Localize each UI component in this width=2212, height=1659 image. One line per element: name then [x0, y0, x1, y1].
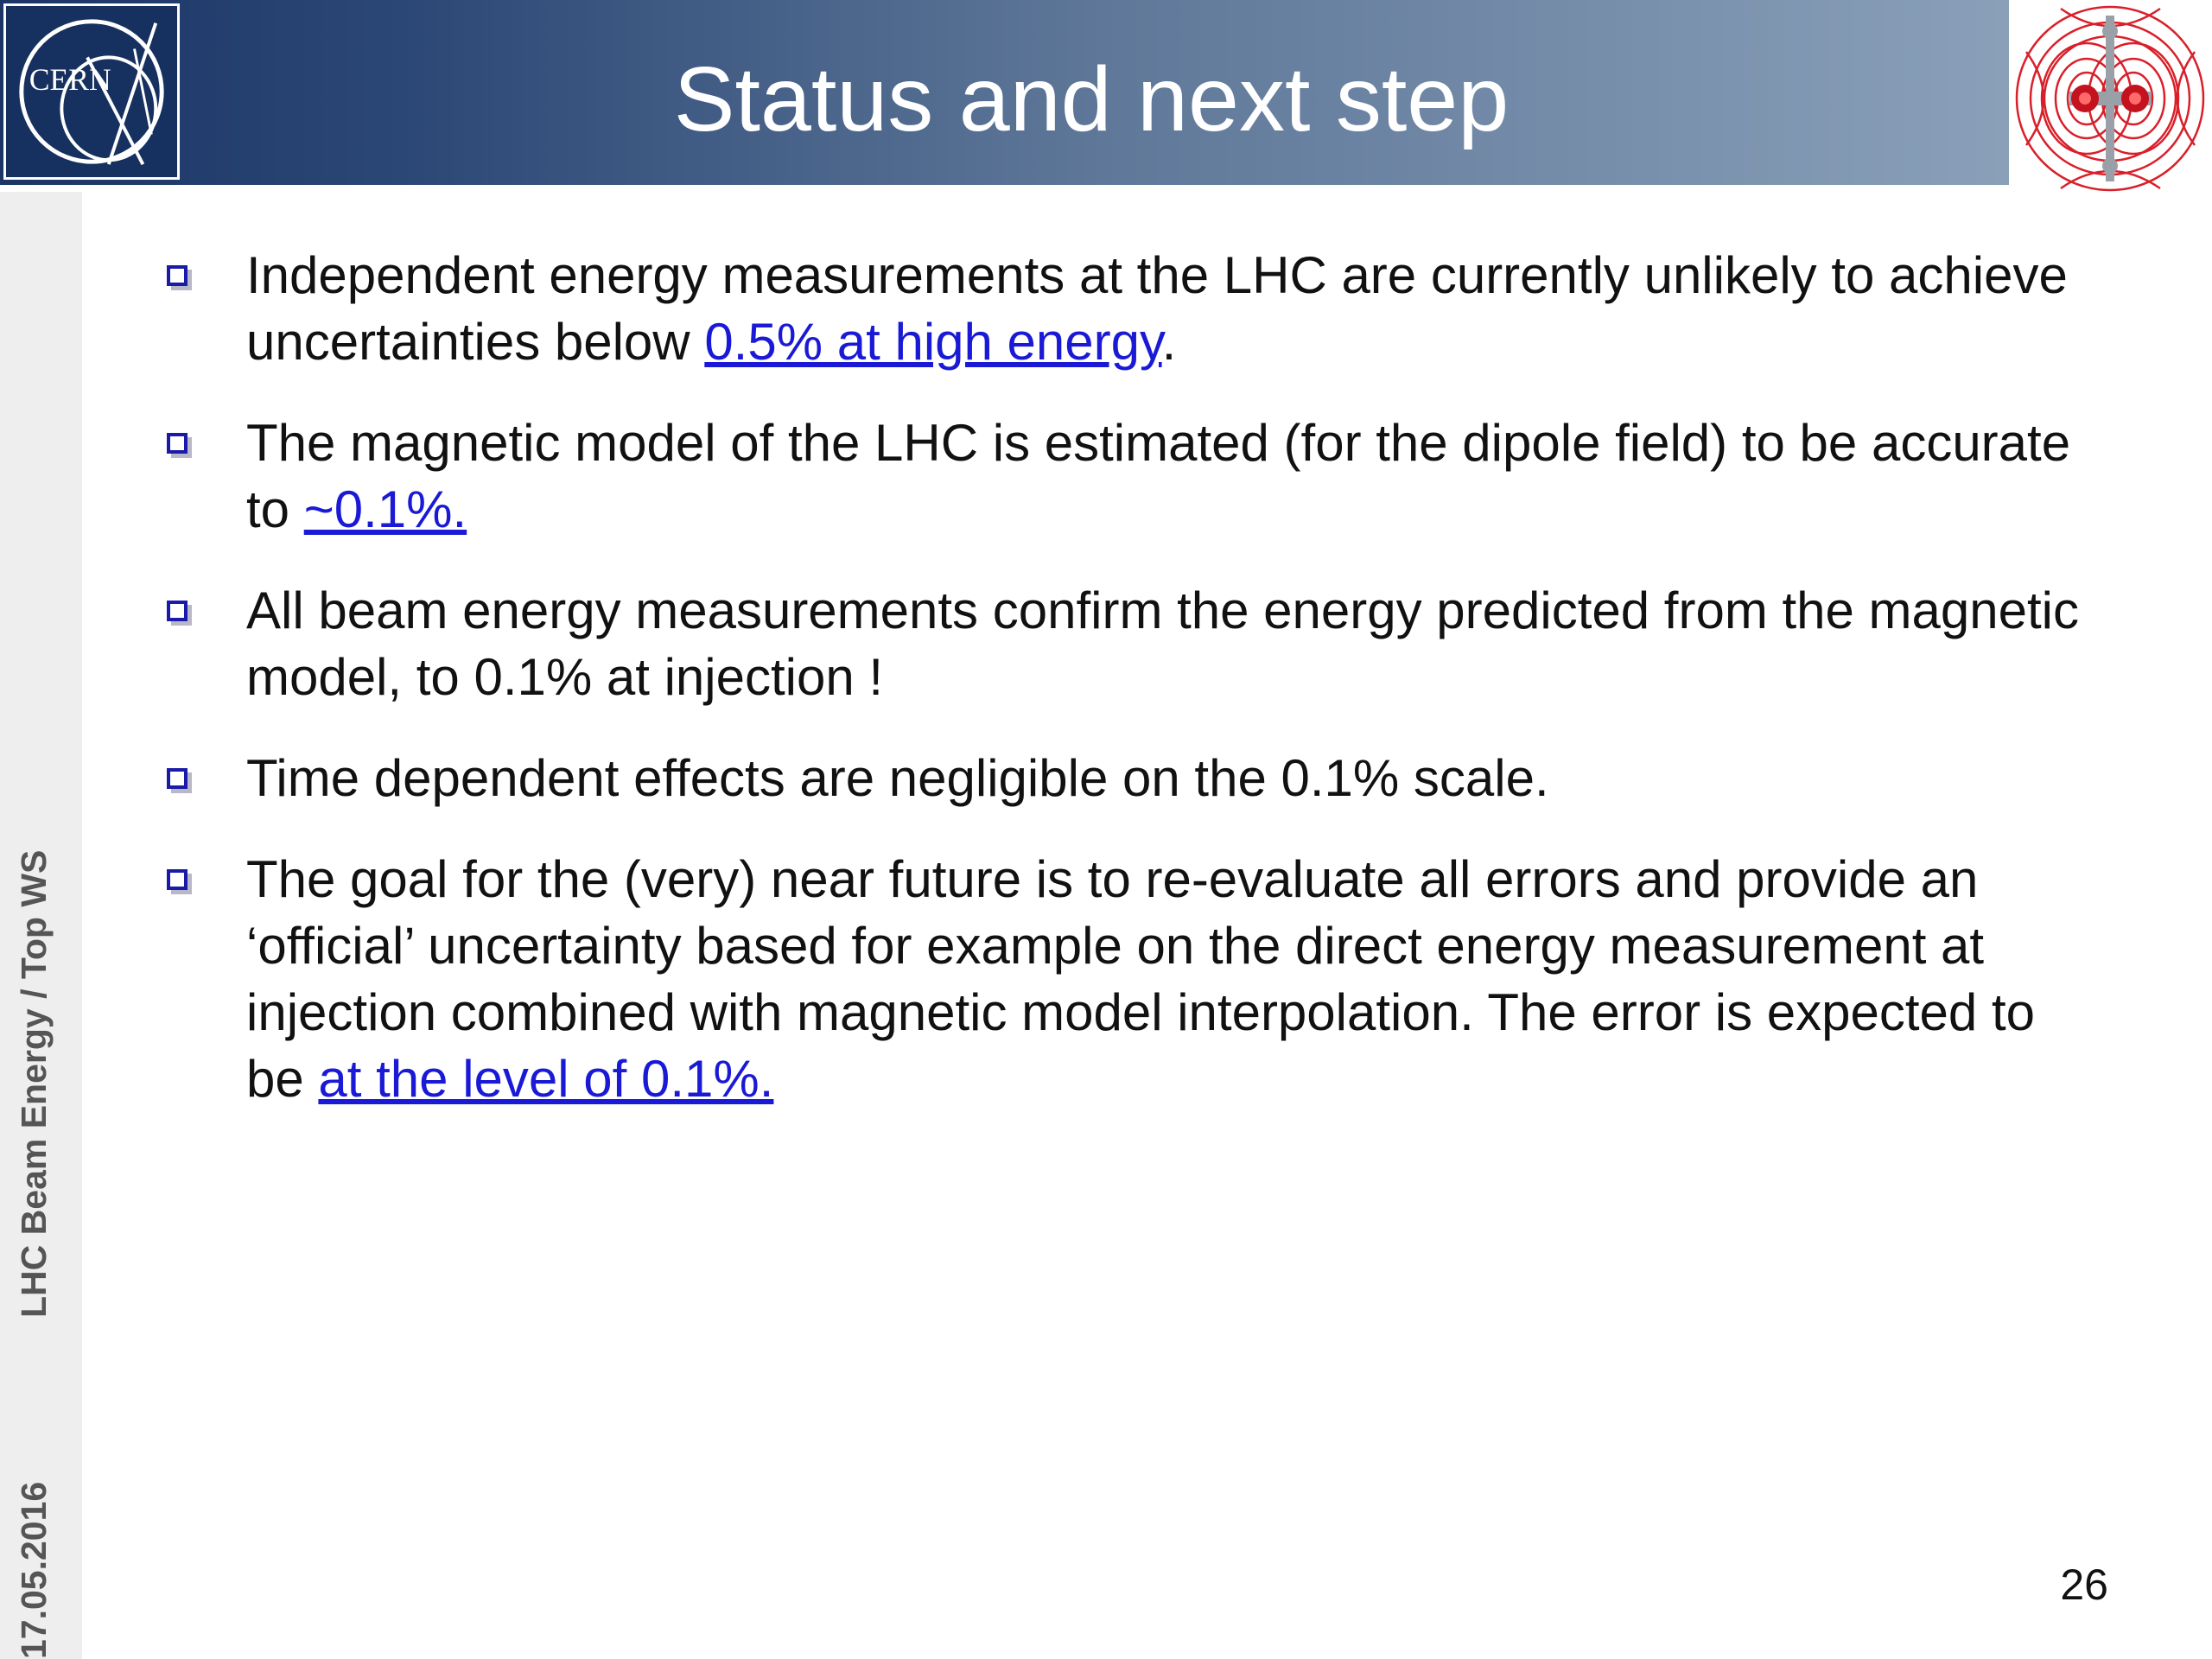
- bullet-square-icon: [167, 768, 188, 789]
- list-item: Independent energy measurements at the LHC are currently unlikely to achieve uncertainties below 0.5% at high energy.: [156, 242, 2100, 375]
- page-number: 26: [2060, 1560, 2108, 1609]
- list-item: All beam energy measurements confirm the energy predicted from the magnetic model, to 0.1% at injection !: [156, 577, 2100, 710]
- cern-logo: [3, 3, 180, 180]
- footer-event: LHC Beam Energy / Top WS: [14, 849, 54, 1318]
- link-high-energy-uncertainty[interactable]: 0.5% at high energy: [704, 313, 1162, 371]
- list-item: The magnetic model of the LHC is estimated (for the dipole field) to be accurate to ~0.1%.: [156, 410, 2100, 543]
- lhc-magnet-logo: [2009, 0, 2212, 197]
- footer-date: 17.05.2016: [14, 1481, 54, 1659]
- footer-sidebar-text: [14, 795, 69, 1659]
- list-item: The goal for the (very) near future is to re-evaluate all errors and provide an ‘official’ uncertainty based for example on the direct energy measurement at injection combined with magnetic model interpolation. The error is expected to be at the level of 0.1%.: [156, 846, 2100, 1112]
- link-expected-error-level[interactable]: at the level of 0.1%.: [318, 1050, 774, 1108]
- bullet-square-icon: [167, 869, 188, 890]
- bullet-list: [156, 242, 2100, 1147]
- list-item: Time dependent effects are negligible on the 0.1% scale.: [156, 745, 2100, 811]
- slide-title: Status and next step: [673, 48, 1510, 150]
- cern-logo-text: CERN: [29, 62, 111, 98]
- link-magnetic-model-accuracy[interactable]: ~0.1%.: [303, 480, 467, 538]
- bullet-square-icon: [167, 601, 188, 621]
- bullet-square-icon: [167, 433, 188, 454]
- bullet-square-icon: [167, 265, 188, 286]
- title-bar: [0, 0, 2009, 185]
